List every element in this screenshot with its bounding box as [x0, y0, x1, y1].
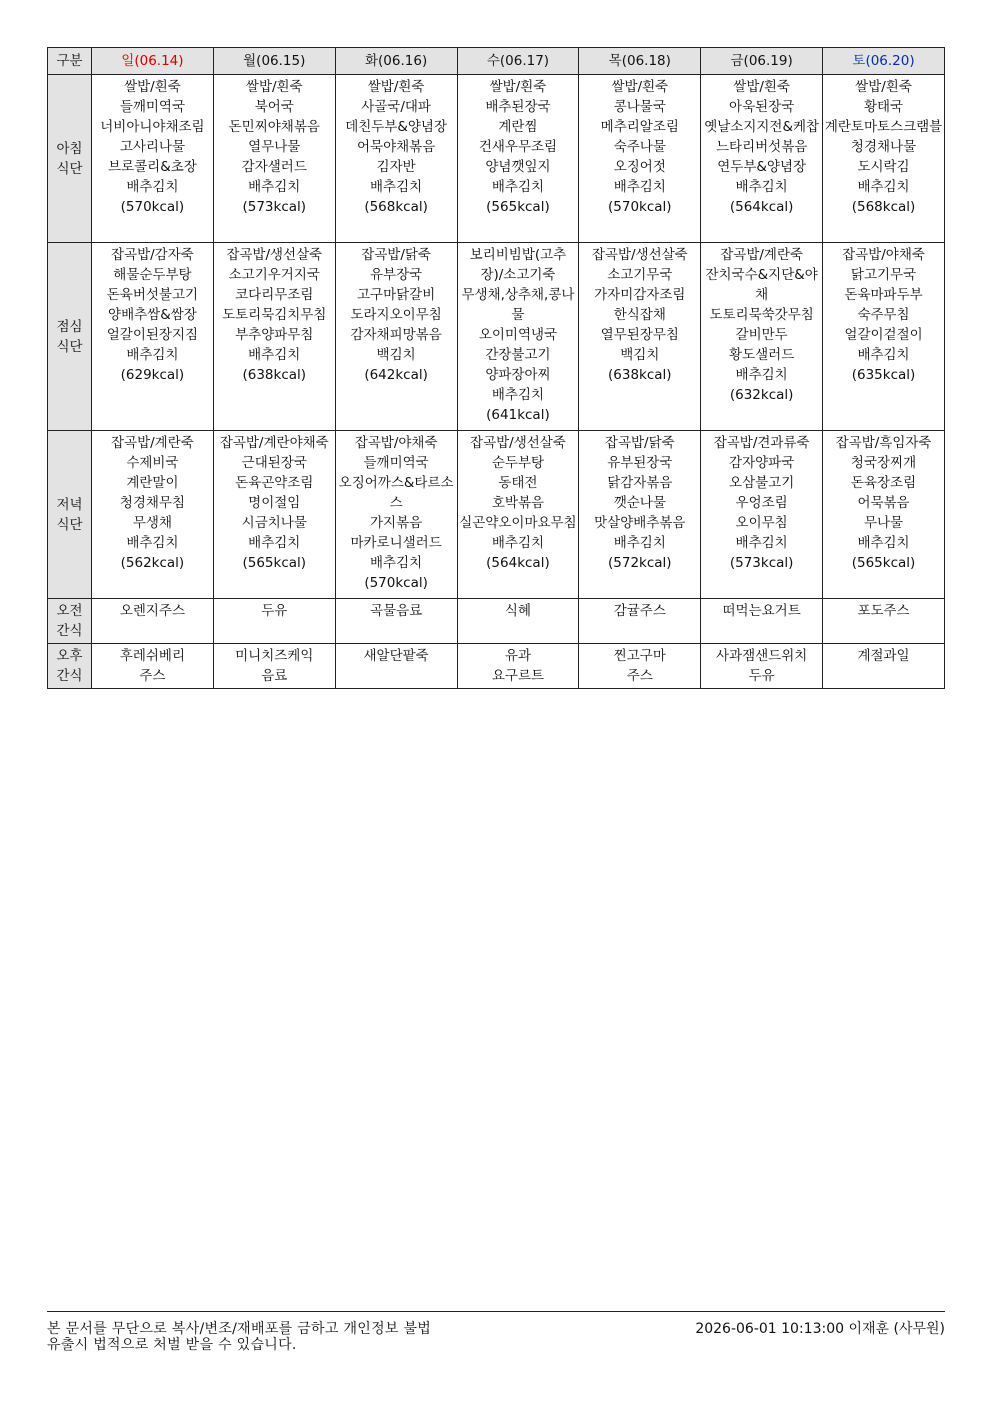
menu-item: 얼갈이된장지짐 — [106, 327, 199, 343]
pm-cell-day-2 — [335, 644, 457, 689]
breakfast-cell-day-3 — [457, 75, 579, 243]
menu-item: 깻순나물 — [613, 495, 666, 511]
menu-item: 후레쉬베리 — [119, 648, 186, 664]
breakfast-cell-day-0 — [92, 75, 214, 243]
menu-item: 음료 — [261, 668, 288, 684]
menu-item: 배추김치 — [248, 179, 301, 195]
menu-item: 감귤주스 — [613, 603, 666, 619]
menu-item: 아욱된장국 — [729, 99, 795, 115]
document-footer — [47, 1311, 945, 1353]
menu-item: 식혜 — [504, 603, 531, 619]
am-row — [48, 599, 945, 644]
table-body — [48, 75, 945, 689]
row-label-line: 간식 — [56, 623, 83, 639]
pm-label — [48, 644, 92, 689]
menu-item: 어묵야채볶음 — [356, 139, 436, 155]
menu-item: 유과 — [504, 648, 531, 664]
menu-item: 두유 — [748, 668, 775, 684]
row-label-line: 오전 — [56, 603, 83, 619]
menu-item: 감자채피망볶음 — [350, 327, 442, 343]
menu-item: 고사리나물 — [119, 139, 186, 155]
row-label-line: 식단 — [56, 516, 83, 533]
dinner-cell-day-0 — [92, 431, 214, 599]
menu-item: 배추김치 — [126, 347, 179, 363]
dinner-label — [48, 431, 92, 599]
menu-item: 근대된장국 — [241, 455, 307, 471]
menu-item: 마카로니샐러드 — [350, 535, 442, 551]
menu-item: 배추김치 — [248, 347, 301, 363]
dinner-cell-day-1 — [213, 431, 335, 599]
menu-item: 사골국/대파 — [361, 99, 431, 115]
menu-item: 잡곡밥/닭죽 — [604, 435, 675, 451]
breakfast-row — [48, 75, 945, 243]
menu-item: 오삼불고기 — [729, 475, 795, 491]
menu-item: 소고기우거지국 — [228, 267, 320, 283]
lunch-cell-day-0 — [92, 243, 214, 431]
menu-item: 맛살양배추볶음 — [594, 515, 686, 531]
menu-item: 잡곡밥/생선살죽 — [470, 435, 566, 451]
pm-cell-day-3 — [457, 644, 579, 689]
row-label-line: 오후 — [56, 648, 83, 664]
menu-item: 배추김치 — [735, 179, 788, 195]
menu-item: 잡곡밥/계란죽 — [111, 435, 194, 451]
menu-item: 느타리버섯볶음 — [715, 139, 808, 155]
menu-item: 잡곡밥/계란죽 — [720, 247, 804, 263]
menu-item: 포도주스 — [857, 603, 910, 619]
am-cell-day-6 — [823, 599, 945, 644]
menu-item: 감자샐러드 — [241, 159, 307, 175]
menu-item: (568kcal) — [851, 199, 916, 215]
menu-item: 잡곡밥/야채죽 — [354, 435, 438, 451]
menu-item: 도토리묵쑥갓무침 — [709, 307, 814, 323]
menu-item: 요구르트 — [491, 668, 545, 684]
menu-item: 계절과일 — [857, 648, 910, 664]
row-label-line: 식단 — [56, 160, 83, 177]
menu-item: 브로콜리&초장 — [108, 159, 197, 175]
menu-item: 돈육장조림 — [850, 475, 917, 491]
menu-item: 미니치즈케익 — [235, 648, 314, 664]
menu-item: 양념깻잎지 — [485, 159, 551, 175]
menu-item: 숙주무침 — [857, 307, 910, 323]
menu-item: (629kcal) — [120, 367, 185, 383]
menu-item: 쌀밥/흰죽 — [489, 79, 547, 95]
row-label-line: 식단 — [56, 338, 83, 355]
menu-item: 오징어까스&타르소스 — [338, 475, 454, 511]
menu-item: 소고기무국 — [607, 267, 673, 283]
menu-item: 새알단팥죽 — [363, 648, 429, 664]
menu-item: 열무나물 — [248, 139, 301, 155]
menu-item: 배추김치 — [370, 179, 423, 195]
menu-item: (572kcal) — [608, 555, 672, 571]
menu-item: 오이미역냉국 — [478, 327, 558, 343]
table-header-row — [48, 48, 945, 75]
menu-item: 배추김치 — [248, 535, 301, 551]
menu-item: 잡곡밥/흑임자죽 — [835, 435, 932, 451]
menu-item: 고구마닭갈비 — [356, 287, 436, 303]
menu-item: 북어국 — [254, 99, 294, 115]
lunch-cell-day-3 — [457, 243, 579, 431]
menu-item: 청국장찌개 — [850, 455, 917, 471]
menu-item: 수제비국 — [126, 455, 179, 471]
lunch-cell-day-4 — [579, 243, 701, 431]
copyright-notice — [47, 1321, 517, 1353]
day-header-0: 일(06.14) — [92, 48, 214, 75]
menu-item: (568kcal) — [364, 199, 428, 215]
menu-item: (565kcal) — [242, 555, 307, 571]
menu-item: 백김치 — [620, 347, 660, 363]
breakfast-cell-day-2 — [335, 75, 457, 243]
menu-item: 도토리묵김치무침 — [222, 307, 327, 323]
menu-item: 유부된장국 — [607, 455, 673, 471]
breakfast-cell-day-6 — [823, 75, 945, 243]
menu-item: 메추리알조림 — [600, 119, 679, 135]
menu-item: (570kcal) — [120, 199, 185, 215]
menu-item: 닭고기무국 — [850, 267, 917, 283]
menu-item: (565kcal) — [851, 555, 916, 571]
menu-item: 건새우무조림 — [478, 139, 558, 155]
menu-item: 연두부&양념장 — [717, 159, 807, 175]
menu-item: 너비아니야채조림 — [100, 119, 205, 135]
menu-item: 콩나물국 — [613, 99, 666, 115]
menu-item: 돈육곤약조림 — [235, 475, 314, 491]
menu-item: 계란찜 — [498, 119, 538, 135]
menu-item: 무나물 — [863, 515, 904, 531]
menu-item: 주스 — [139, 668, 166, 684]
menu-item: 도라지오이무침 — [350, 307, 442, 323]
menu-item: (638kcal) — [608, 367, 672, 383]
notice-line: 유출시 법적으로 처벌 받을 수 있습니다. — [47, 1337, 297, 1353]
menu-item: 잡곡밥/생선살죽 — [226, 247, 323, 263]
menu-item: 어묵볶음 — [857, 495, 910, 511]
dinner-cell-day-2 — [335, 431, 457, 599]
lunch-label — [48, 243, 92, 431]
menu-item: 배추김치 — [491, 387, 545, 403]
menu-item: 두유 — [261, 603, 288, 619]
menu-item: (573kcal) — [729, 555, 794, 571]
menu-item: (564kcal) — [729, 199, 794, 215]
menu-item: (562kcal) — [120, 555, 185, 571]
print-stamp: 2026-06-01 10:13:00 이재훈 (사무원) — [695, 1321, 945, 1337]
menu-item: 사과잼샌드위치 — [715, 648, 808, 664]
menu-item: 황태국 — [863, 99, 904, 115]
menu-item: 쌀밥/흰죽 — [124, 79, 181, 95]
menu-item: 실곤약오이마요무침 — [459, 515, 577, 531]
menu-item: 배추김치 — [491, 535, 545, 551]
lunch-cell-day-5 — [701, 243, 823, 431]
menu-item: 무생채,상추채,콩나물 — [461, 287, 575, 323]
pm-cell-day-1 — [213, 644, 335, 689]
pm-cell-day-6 — [823, 644, 945, 689]
menu-item: 동태전 — [498, 475, 538, 491]
menu-item: 갈비만두 — [735, 327, 788, 343]
menu-item: 시금치나물 — [241, 515, 307, 531]
menu-item: 순두부탕 — [491, 455, 545, 471]
lunch-cell-day-6 — [823, 243, 945, 431]
menu-item: 코다리무조림 — [235, 287, 314, 303]
menu-item: 잡곡밥/생선살죽 — [591, 247, 688, 263]
menu-item: 열무된장무침 — [600, 327, 679, 343]
breakfast-cell-day-5 — [701, 75, 823, 243]
menu-item: 청경채무침 — [119, 495, 186, 511]
am-cell-day-4 — [579, 599, 701, 644]
menu-item: 간장불고기 — [485, 347, 551, 363]
breakfast-cell-day-4 — [579, 75, 701, 243]
menu-item: 배추김치 — [126, 535, 179, 551]
menu-item: 가자미감자조림 — [594, 287, 686, 303]
menu-item: 곡물음료 — [370, 603, 423, 619]
menu-item: 호박볶음 — [491, 495, 545, 511]
menu-item: 보리비빔밥(고추장)/소고기죽 — [469, 247, 567, 283]
menu-item: 쌀밥/흰죽 — [245, 79, 303, 95]
menu-item: 잡곡밥/야채죽 — [842, 247, 925, 263]
menu-item: 잡곡밥/견과류죽 — [713, 435, 810, 451]
breakfast-cell-day-1 — [213, 75, 335, 243]
menu-item: 부추양파무침 — [235, 327, 314, 343]
menu-item: 닭감자볶음 — [607, 475, 673, 491]
lunch-cell-day-2 — [335, 243, 457, 431]
menu-item: 무생채 — [132, 515, 172, 531]
menu-item: (642kcal) — [364, 367, 428, 383]
menu-item: 배추김치 — [857, 347, 910, 363]
day-header-2: 화(06.16) — [335, 48, 457, 75]
menu-item: 돈민찌야채볶음 — [228, 119, 320, 135]
dinner-cell-day-6 — [823, 431, 945, 599]
menu-item: 쌀밥/흰죽 — [855, 79, 912, 95]
menu-item: 배추된장국 — [485, 99, 551, 115]
menu-item: 양배추쌈&쌈장 — [108, 307, 197, 323]
pm-row — [48, 644, 945, 689]
menu-item: (641kcal) — [486, 407, 550, 423]
menu-item: 계란말이 — [126, 475, 179, 491]
menu-item: 배추김치 — [126, 179, 179, 195]
pm-cell-day-4 — [579, 644, 701, 689]
am-cell-day-0 — [92, 599, 214, 644]
menu-item: 김자반 — [376, 159, 416, 175]
menu-item: 배추김치 — [735, 535, 788, 551]
menu-item: (632kcal) — [729, 387, 794, 403]
menu-item: 청경채나물 — [850, 139, 917, 155]
dinner-cell-day-3 — [457, 431, 579, 599]
pm-cell-day-0 — [92, 644, 214, 689]
menu-item: 한식잡채 — [613, 307, 666, 323]
pm-cell-day-5 — [701, 644, 823, 689]
am-cell-day-3 — [457, 599, 579, 644]
day-header-1: 월(06.15) — [213, 48, 335, 75]
menu-item: 돈육버섯불고기 — [106, 287, 199, 303]
menu-item: 데친두부&양념장 — [345, 119, 448, 135]
menu-item: (635kcal) — [851, 367, 916, 383]
am-cell-day-1 — [213, 599, 335, 644]
corner-label: 구분 — [48, 48, 92, 75]
day-header-6: 토(06.20) — [823, 48, 945, 75]
am-cell-day-2 — [335, 599, 457, 644]
menu-item: 우엉조림 — [735, 495, 788, 511]
row-label-line: 아침 — [56, 140, 83, 157]
menu-item: 양파장아찌 — [485, 367, 551, 383]
menu-item: 황도샐러드 — [729, 347, 795, 363]
menu-item: (570kcal) — [364, 575, 428, 591]
menu-item: 쌀밥/흰죽 — [733, 79, 790, 95]
lunch-row — [48, 243, 945, 431]
am-label — [48, 599, 92, 644]
menu-item: 유부장국 — [370, 267, 423, 283]
menu-item: 배추김치 — [613, 179, 666, 195]
menu-item: 잡곡밥/계란야채죽 — [219, 435, 329, 451]
menu-item: 잡곡밥/닭죽 — [361, 247, 431, 263]
day-header-3: 수(06.17) — [457, 48, 579, 75]
notice-line: 본 문서를 무단으로 복사/변조/재배포를 금하고 개인정보 불법 — [47, 1321, 432, 1337]
menu-item: 오이무침 — [735, 515, 788, 531]
menu-item: 계란토마토스크램블 — [824, 119, 943, 135]
menu-item: 오렌지주스 — [119, 603, 186, 619]
menu-item: 도시락김 — [857, 159, 910, 175]
am-cell-day-5 — [701, 599, 823, 644]
menu-item: 옛날소지지전&케찹 — [704, 119, 820, 135]
menu-item: 배추김치 — [735, 367, 788, 383]
menu-item: 명이절임 — [248, 495, 301, 511]
menu-item: 배추김치 — [370, 555, 423, 571]
menu-item: 가지볶음 — [370, 515, 423, 531]
menu-item: 얼갈이겉절이 — [844, 327, 923, 343]
menu-item: (570kcal) — [608, 199, 672, 215]
dinner-cell-day-5 — [701, 431, 823, 599]
menu-item: (573kcal) — [242, 199, 307, 215]
row-label-line: 저녁 — [56, 496, 83, 513]
menu-item: 잔치국수&지단&야채 — [705, 267, 818, 303]
menu-item: 주스 — [626, 668, 653, 684]
menu-item: 쌀밥/흰죽 — [367, 79, 425, 95]
menu-item: 들깨미역국 — [363, 455, 429, 471]
day-header-5: 금(06.19) — [701, 48, 823, 75]
menu-item: 배추김치 — [613, 535, 666, 551]
menu-item: 해물순두부탕 — [113, 267, 192, 283]
dinner-cell-day-4 — [579, 431, 701, 599]
menu-item: 떠먹는요거트 — [722, 603, 801, 619]
menu-item: 찐고구마 — [613, 648, 666, 664]
menu-item: 배추김치 — [857, 179, 910, 195]
row-label-line: 점심 — [56, 318, 83, 335]
row-label-line: 간식 — [56, 668, 83, 684]
menu-item: 들깨미역국 — [119, 99, 186, 115]
lunch-cell-day-1 — [213, 243, 335, 431]
menu-item: (638kcal) — [242, 367, 307, 383]
dinner-row — [48, 431, 945, 599]
menu-item: 오징어젓 — [613, 159, 666, 175]
menu-item: (565kcal) — [486, 199, 550, 215]
weekly-meal-table — [47, 47, 945, 689]
menu-item: 돈육마파두부 — [844, 287, 923, 303]
menu-item: 배추김치 — [491, 179, 545, 195]
menu-item: 배추김치 — [857, 535, 910, 551]
menu-item: 백김치 — [376, 347, 416, 363]
menu-item: 숙주나물 — [613, 139, 666, 155]
menu-item: (564kcal) — [486, 555, 550, 571]
menu-item: 감자양파국 — [729, 455, 795, 471]
breakfast-label — [48, 75, 92, 243]
day-header-4: 목(06.18) — [579, 48, 701, 75]
menu-item: 잡곡밥/감자죽 — [111, 247, 194, 263]
menu-item: 쌀밥/흰죽 — [611, 79, 669, 95]
